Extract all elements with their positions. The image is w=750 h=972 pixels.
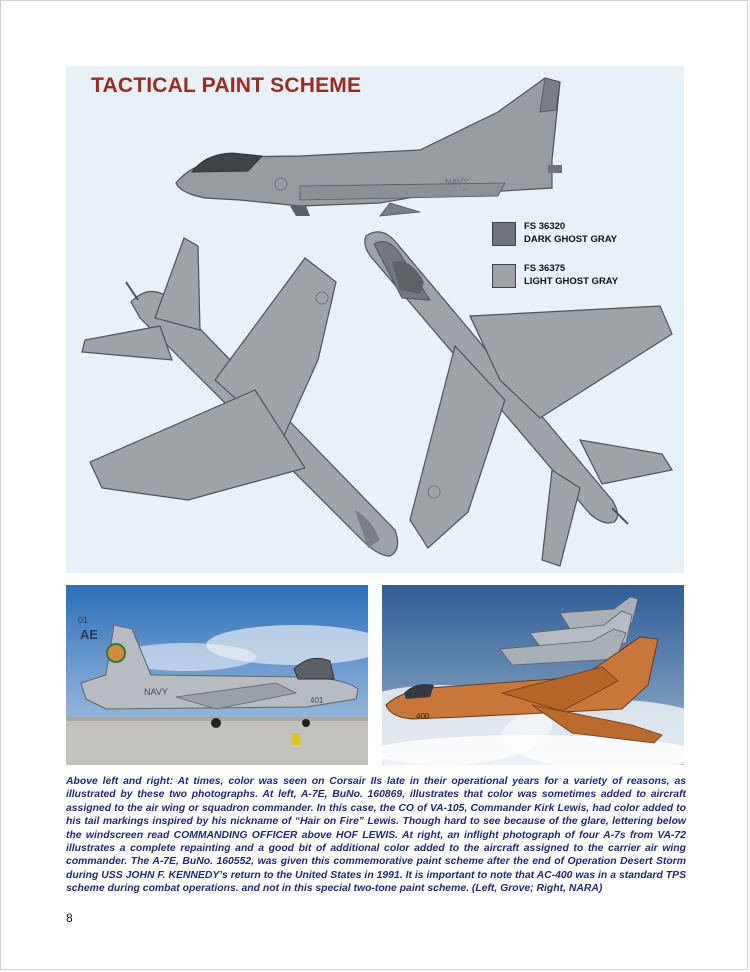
color-swatch-light xyxy=(492,264,516,288)
legend-code: FS 36375 xyxy=(524,263,566,274)
photo-right-side-number: 400 xyxy=(416,712,430,721)
photo-left-side-number: 401 xyxy=(310,696,324,705)
legend-code: FS 36320 xyxy=(524,221,566,232)
photo-left-tail-code: AE xyxy=(80,627,99,642)
photo-right-image xyxy=(382,585,684,765)
photo-left-image xyxy=(66,585,368,765)
profile-navy-marking: NAVY xyxy=(445,177,469,187)
page-number: 8 xyxy=(66,911,73,925)
legend-name: LIGHT GHOST GRAY xyxy=(524,276,619,287)
legend-name: DARK GHOST GRAY xyxy=(524,234,618,245)
photo-caption: Above left and right: At times, color was seen on Corsair IIs late in their operational years for a variety of reasons, as illustrated by these two photographs. At left, A-7E, BuNo. 160869, illustrates that color was sometimes added to aircraft assigned to the air wing or squadron commander. In this case, the CO of VA-105, Commander Kirk Lewis, had color added to his tail markings inspired by his nickname of “Hair on Fire” Lewis. Though hard to see because of the glare, lettering below the windscreen read COMMANDING OFFICER above HOF LEWIS. At right, an inflight photograph of four A-7s from VA-72 illustrates a complete repainting and a good bit of additional color added to the aircraft assigned to the carrier air wing commander. The A-7E, BuNo. 160552, was given this commemorative paint scheme after the end of Operation Desert Storm during USS JOHN F. KENNEDY’s return to the United States in 1991. It is important to note that AC-400 was in a standard TPS scheme during combat operations. and not in this special two-tone paint scheme. (Left, Grove; Right, NARA) xyxy=(66,776,686,895)
page-title: TACTICAL PAINT SCHEME xyxy=(91,74,362,97)
photo-left-modex: 01 xyxy=(78,615,89,625)
color-swatch-dark xyxy=(492,222,516,246)
photo-left xyxy=(66,585,368,765)
photo-right xyxy=(382,585,684,765)
top-view-aircraft xyxy=(82,238,398,556)
side-profile-aircraft xyxy=(176,78,562,216)
photo-left-navy: NAVY xyxy=(144,687,168,697)
